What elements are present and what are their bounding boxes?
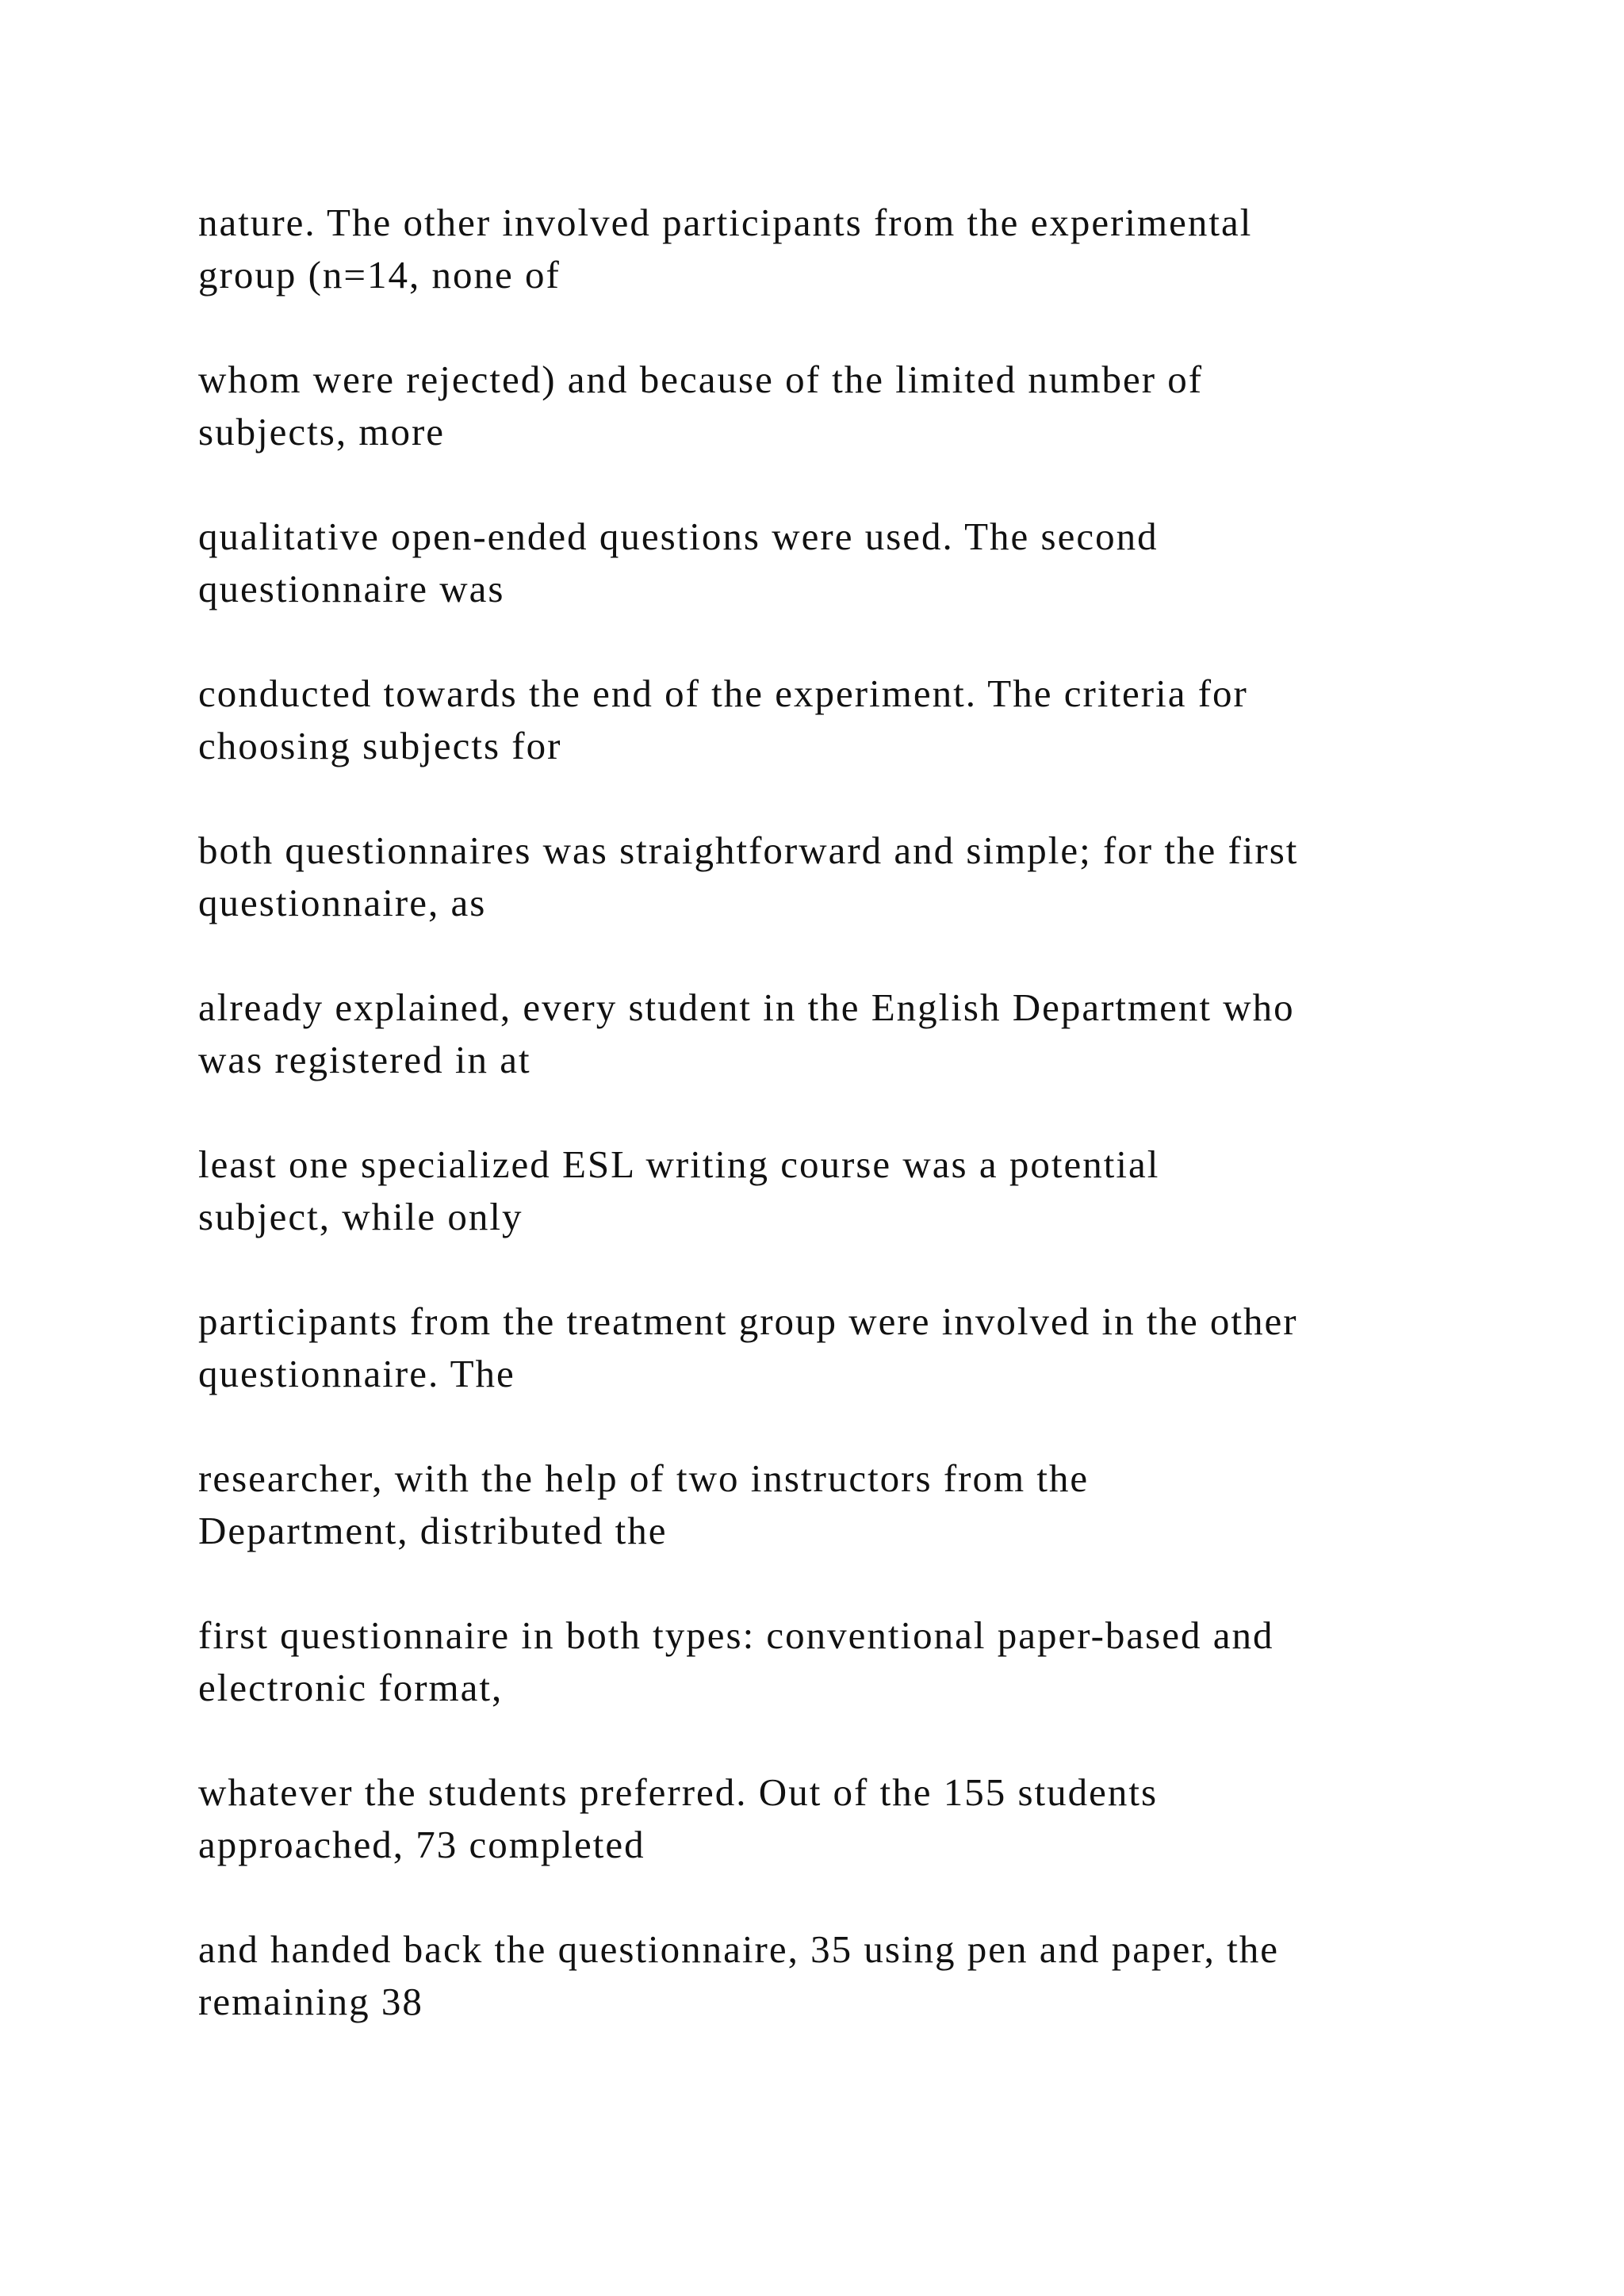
paragraph [198,668,1467,772]
paragraph [198,1766,1467,1871]
paragraph [198,1138,1467,1243]
text-line: whom were rejected) and because of the limited number of [198,358,1204,401]
text-line: was registered in at [198,1038,531,1081]
text-line: nature. The other involved participants from the experimental [198,201,1253,244]
paragraph [198,825,1467,929]
paragraph [198,1452,1467,1557]
text-line: whatever the students preferred. Out of the 155 students [198,1770,1159,1814]
paragraph [198,1295,1467,1400]
paragraph [198,511,1467,615]
paragraph [198,354,1467,458]
text-line: already explained, every student in the English Department who [198,985,1295,1029]
text-line: qualitative open-ended questions were used. The second [198,515,1159,558]
text-line: conducted towards the end of the experiment. The criteria for [198,672,1248,715]
paragraph [198,1923,1467,2028]
text-line: subjects, more [198,410,446,453]
text-line: electronic format, [198,1666,504,1709]
paragraph [198,197,1467,301]
paragraph [198,982,1467,1086]
text-line: participants from the treatment group were involved in the other [198,1299,1298,1343]
text-line: subject, while only [198,1195,523,1238]
text-line: researcher, with the help of two instructors from the [198,1456,1090,1500]
text-line: approached, 73 completed [198,1823,645,1866]
text-line: questionnaire. The [198,1352,515,1395]
text-line: remaining 38 [198,1980,423,2023]
text-line: both questionnaires was straightforward and simple; for the first [198,828,1299,872]
text-line: and handed back the questionnaire, 35 using pen and paper, the [198,1927,1279,1971]
paragraph [198,1609,1467,1714]
text-line: first questionnaire in both types: conventional paper-based and [198,1613,1274,1657]
text-line: choosing subjects for [198,724,562,767]
text-line: Department, distributed the [198,1509,668,1552]
text-line: questionnaire was [198,567,505,610]
text-line: questionnaire, as [198,881,487,924]
text-line: least one specialized ESL writing course was a potential [198,1142,1160,1186]
body-text [198,197,1467,2080]
text-line: group (n=14, none of [198,253,561,297]
